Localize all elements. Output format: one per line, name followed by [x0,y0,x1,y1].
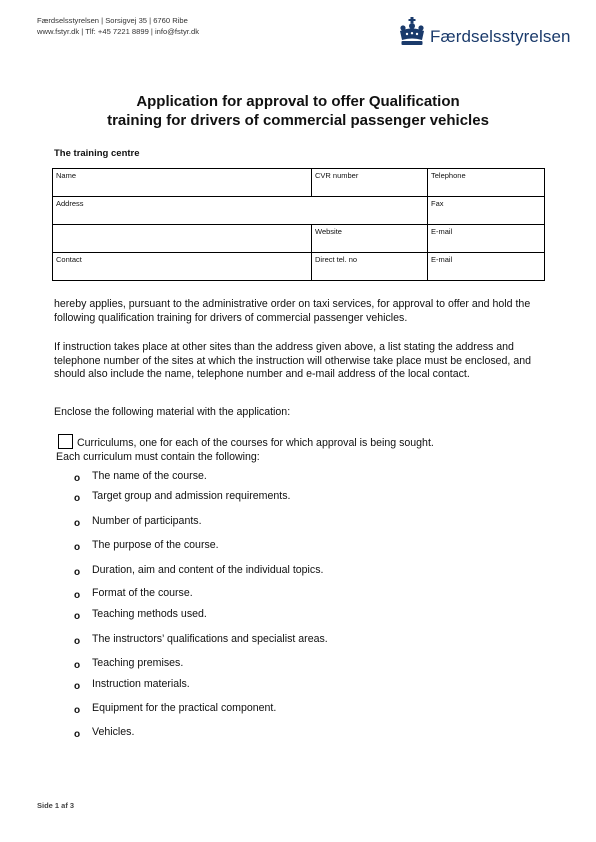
curriculum-checkbox[interactable] [58,434,73,449]
bullet-icon: o [74,542,81,553]
cvr-number-label: CVR number [315,171,359,180]
list-item: Target group and admission requirements. [92,490,291,502]
bullet-icon: o [74,705,81,716]
crown-logo-icon [397,17,427,47]
list-item: The name of the course. [92,470,207,482]
address-field[interactable] [53,197,428,225]
list-item: Equipment for the practical component. [92,702,277,714]
bullet-icon: o [74,590,81,601]
section-heading-training-centre: The training centre [54,148,140,159]
bullet-icon: o [74,473,81,484]
address-label: Address [56,199,84,208]
list-item: Teaching methods used. [92,608,207,620]
header-contact-line: www.fstyr.dk | Tlf: +45 7221 8899 | info@fstyr.dk [37,27,199,36]
list-item: Teaching premises. [92,657,184,669]
telephone-label: Telephone [431,171,466,180]
email-label: E-mail [431,227,453,236]
paragraph-application: hereby applies, pursuant to the administrative order on taxi services, for approval to offer and hold the following qualification training for drivers of commercial passenger vehicles. [54,298,531,324]
list-item: Format of the course. [92,587,193,599]
bullet-icon: o [74,636,81,647]
direct-tel-label: Direct tel. no [315,255,358,264]
contact-field[interactable] [53,253,312,281]
email-field[interactable] [428,225,545,253]
address-continued-field[interactable] [53,225,312,253]
contact-email-label: E-mail [431,255,453,264]
direct-tel-field[interactable] [312,253,428,281]
bullet-icon: o [74,567,81,578]
list-item: Number of participants. [92,515,202,527]
paragraph-enclose: Enclose the following material with the application: [54,406,291,418]
list-item: The instructors’ qualifications and specialist areas. [92,633,328,645]
document-title-line1: Application for approval to offer Qualification [136,93,460,110]
curriculum-intro: Each curriculum must contain the following: [56,451,260,463]
bullet-icon: o [74,611,81,622]
paragraph-other-sites: If instruction takes place at other sites than the address given above, a list stating the address and telephone number of the sites at which the instruction will otherwise take place must be enclosed, and should also include the name, telephone number and e-mail address of the local contact. [54,341,531,380]
bullet-icon: o [74,518,81,529]
contact-email-field[interactable] [428,253,545,281]
bullet-icon: o [74,660,81,671]
curriculum-checkbox-label: Curriculums, one for each of the courses for which approval is being sought. [77,437,434,449]
header-address-line: Færdselsstyrelsen | Sorsigvej 35 | 6760 Ribe [37,16,188,25]
fax-label: Fax [431,199,444,208]
telephone-field[interactable] [428,169,545,197]
list-item: The purpose of the course. [92,539,219,551]
contact-label: Contact [56,255,82,264]
bullet-icon: o [74,729,81,740]
fax-field[interactable] [428,197,545,225]
list-item: Instruction materials. [92,678,190,690]
bullet-icon: o [74,493,81,504]
website-field[interactable] [312,225,428,253]
page-number: Side 1 af 3 [37,801,75,810]
name-label: Name [56,171,77,180]
website-label: Website [315,227,342,236]
list-item: Duration, aim and content of the individual topics. [92,564,324,576]
cvr-number-field[interactable] [312,169,428,197]
training-centre-form [52,168,545,281]
logo-wordmark: Færdselsstyrelsen [430,27,571,46]
name-field[interactable] [53,169,312,197]
bullet-icon: o [74,681,81,692]
document-title-line2: training for drivers of commercial passenger vehicles [107,112,489,129]
list-item: Vehicles. [92,726,135,738]
